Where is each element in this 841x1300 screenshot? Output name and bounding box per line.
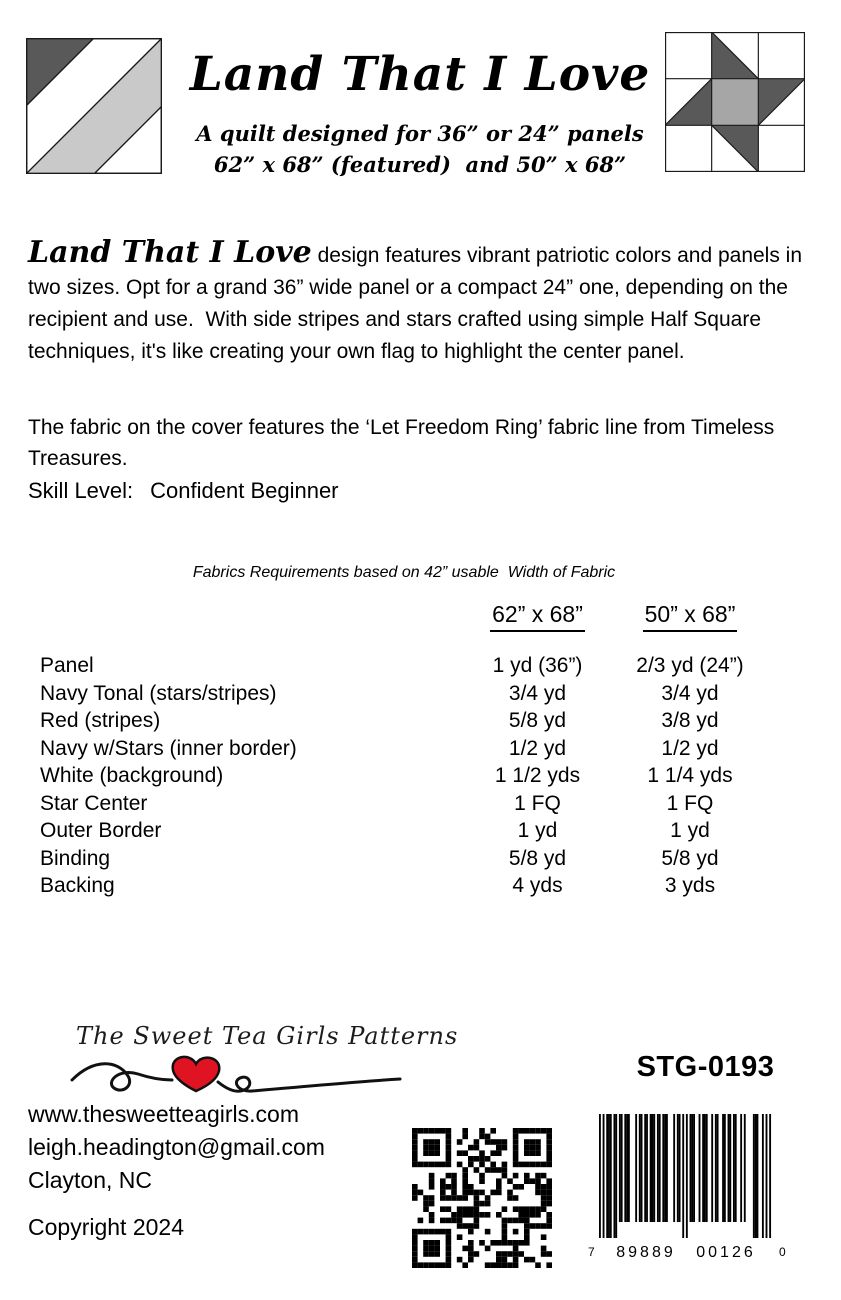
row-label: Outer Border bbox=[40, 819, 162, 842]
table-row bbox=[40, 735, 780, 763]
row-label: Red (stripes) bbox=[40, 709, 161, 732]
row-value-62x68: 5/8 yd bbox=[508, 846, 567, 870]
table-row bbox=[40, 762, 780, 790]
row-value-50x68: 1/2 yd bbox=[661, 736, 719, 760]
row-value-50x68: 1 1/4 yds bbox=[647, 764, 733, 787]
website-text: www.thesweetteagirls.com bbox=[28, 1101, 299, 1127]
table-row bbox=[40, 790, 780, 818]
row-value-62x68: 1 1/2 yds bbox=[494, 764, 581, 787]
row-label: Navy Tonal (stars/stripes) bbox=[40, 681, 277, 705]
table-row bbox=[40, 845, 780, 873]
intro-paragraph bbox=[28, 237, 822, 368]
requirements-header-row bbox=[40, 601, 780, 632]
row-value-62x68: 3/4 yd bbox=[508, 681, 567, 705]
row-label: White (background) bbox=[40, 764, 224, 787]
barcode-check-digit: 0 bbox=[779, 1245, 786, 1259]
barcode-lead-digit: 7 bbox=[588, 1245, 595, 1259]
row-label: Binding bbox=[40, 846, 111, 870]
copyright-text: Copyright 2024 bbox=[28, 1214, 184, 1240]
row-label: Navy w/Stars (inner border) bbox=[40, 736, 297, 760]
row-label: Star Center bbox=[40, 791, 148, 815]
stripe-quilt-block-image bbox=[26, 38, 162, 174]
row-value-50x68: 1 FQ bbox=[666, 791, 714, 815]
requirements-rows bbox=[40, 652, 780, 900]
row-value-50x68: 5/8 yd bbox=[661, 846, 719, 870]
intro-script-lead: Land That I Love bbox=[28, 235, 312, 270]
table-row bbox=[40, 707, 780, 735]
email-text: leigh.headington@gmail.com bbox=[28, 1134, 325, 1160]
requirements-table bbox=[40, 601, 780, 900]
row-value-50x68: 2/3 yd (24”) bbox=[636, 654, 744, 677]
row-value-50x68: 3/8 yd bbox=[661, 709, 719, 732]
subtitle-line-1: A quilt designed for 36” or 24” panels bbox=[196, 121, 644, 146]
table-row bbox=[40, 872, 780, 900]
row-value-62x68: 1 yd (36”) bbox=[492, 654, 583, 677]
heart-icon bbox=[173, 1057, 220, 1091]
row-value-62x68: 1/2 yd bbox=[508, 736, 567, 760]
logo-swirl-heart-icon bbox=[66, 1050, 406, 1096]
row-value-62x68: 4 yds bbox=[512, 874, 563, 897]
qr-code bbox=[412, 1128, 552, 1268]
title-block bbox=[150, 46, 690, 180]
brand-logo-text: The Sweet Tea Girls Patterns bbox=[76, 1022, 459, 1050]
row-value-62x68: 5/8 yd bbox=[508, 709, 567, 732]
row-label: Panel bbox=[40, 654, 94, 677]
column-header-50x68: 50” x 68” bbox=[610, 601, 770, 632]
row-value-62x68: 1 FQ bbox=[514, 791, 561, 815]
table-row bbox=[40, 680, 780, 708]
barcode-right-digits: 00126 bbox=[696, 1244, 756, 1260]
requirements-note: Fabrics Requirements based on 42” usable Width of Fabric bbox=[192, 564, 616, 581]
skill-level-label: Skill Level: bbox=[28, 478, 134, 503]
intro-text: design features vibrant patriotic colors and panels in two sizes. Opt for a grand 36” wide panel or a compact 24” one, depending on the recipient and use. With side stripes and stars crafted using simple Half Square techniques, it's like creating your own flag to highlight the center panel. bbox=[28, 244, 808, 363]
pattern-number: STG-0193 bbox=[636, 1051, 775, 1083]
table-row bbox=[40, 817, 780, 845]
row-value-50x68: 1 yd bbox=[670, 819, 710, 842]
upc-barcode bbox=[578, 1110, 793, 1260]
row-label: Backing bbox=[40, 874, 115, 897]
location-text: Clayton, NC bbox=[28, 1167, 152, 1193]
barcode-left-digits: 89889 bbox=[616, 1244, 676, 1260]
subtitle-line-2: 62” x 68” (featured) and 50” x 68” bbox=[213, 152, 627, 177]
contact-block bbox=[28, 1098, 325, 1244]
skill-level-value: Confident Beginner bbox=[150, 478, 339, 503]
table-row bbox=[40, 652, 780, 680]
fabric-note-paragraph: The fabric on the cover features the ‘Let Freedom Ring’ fabric line from Timeless Treasures. bbox=[28, 416, 775, 470]
row-value-62x68: 1 yd bbox=[517, 819, 558, 842]
page-title: Land That I Love bbox=[189, 47, 651, 102]
star-quilt-block-image bbox=[665, 32, 805, 172]
skill-level-line bbox=[28, 478, 339, 504]
row-value-50x68: 3/4 yd bbox=[661, 681, 719, 705]
row-value-50x68: 3 yds bbox=[664, 874, 716, 897]
column-header-62x68: 62” x 68” bbox=[465, 601, 610, 632]
